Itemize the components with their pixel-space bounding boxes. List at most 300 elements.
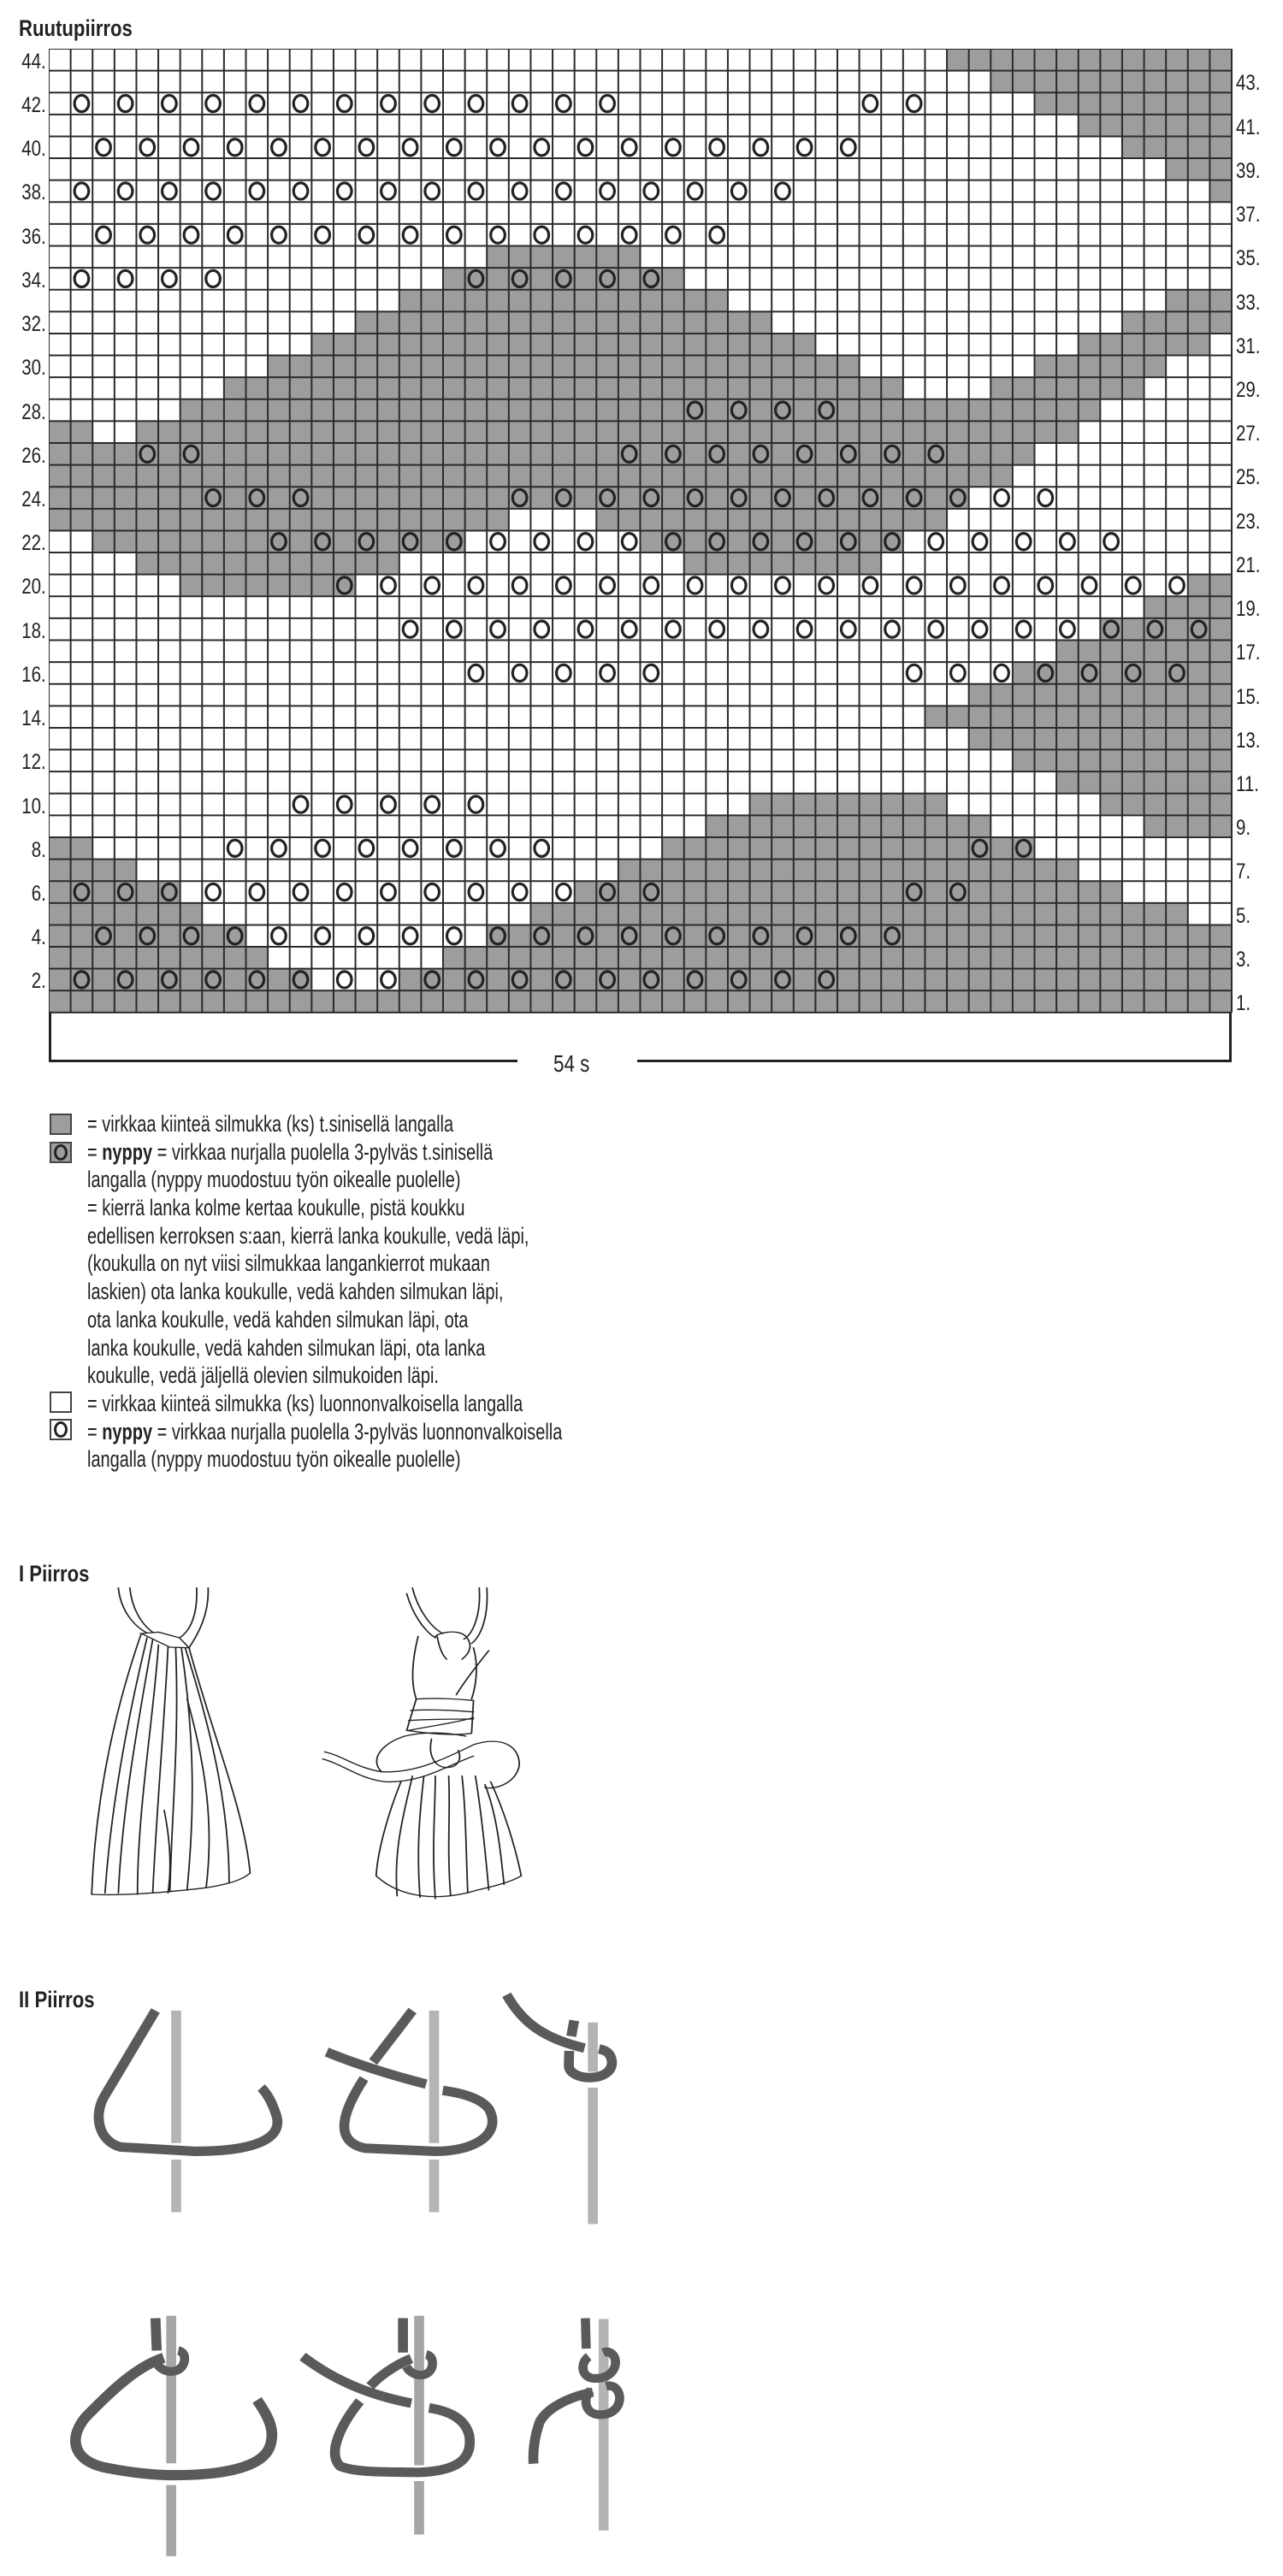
white-stitch-cell [1100, 837, 1122, 860]
white-stitch-cell [1079, 552, 1101, 575]
white-bobble-mark [535, 139, 549, 156]
gray-stitch-cell [728, 465, 750, 487]
gray-bobble-mark [74, 972, 89, 988]
gray-stitch-cell [947, 837, 969, 860]
white-stitch-cell [356, 290, 378, 312]
white-stitch-cell [224, 290, 246, 312]
white-bobble-mark [666, 227, 681, 243]
white-stitch-cell [115, 662, 137, 684]
white-stitch-cell [377, 750, 399, 772]
gray-stitch-cell [1056, 860, 1079, 882]
gray-bobble-mark [600, 883, 615, 900]
white-stitch-cell [180, 115, 203, 137]
gray-stitch-cell [837, 356, 860, 378]
white-stitch-cell [925, 224, 947, 246]
gray-stitch-cell [969, 990, 991, 1013]
white-stitch-cell [881, 49, 903, 71]
gray-stitch-cell [246, 465, 269, 487]
gray-stitch-cell [377, 443, 399, 465]
gray-stitch-cell [202, 990, 224, 1013]
gray-stitch-cell [1079, 903, 1101, 925]
white-stitch-cell [860, 728, 882, 750]
white-stitch-cell [246, 771, 269, 794]
white-stitch-cell [509, 224, 531, 246]
white-stitch-cell [465, 596, 488, 618]
gray-stitch-cell [1035, 947, 1057, 969]
white-stitch-cell [399, 815, 422, 837]
white-stitch-cell [92, 618, 115, 641]
white-stitch-cell [465, 136, 488, 158]
gray-stitch-cell [1166, 311, 1188, 334]
gray-stitch-cell [1035, 71, 1057, 93]
white-stitch-cell [1122, 860, 1144, 882]
white-stitch-cell [311, 115, 334, 137]
white-bobble-mark [557, 883, 571, 900]
white-stitch-cell [530, 750, 553, 772]
white-stitch-cell [1035, 136, 1057, 158]
gray-stitch-cell [618, 487, 641, 509]
gray-stitch-cell [794, 815, 816, 837]
white-bobble-mark [425, 796, 440, 812]
white-stitch-cell [925, 180, 947, 203]
white-bobble-mark [97, 227, 111, 243]
white-stitch-cell [49, 356, 71, 378]
white-stitch-cell [158, 706, 180, 728]
gray-stitch-cell [1144, 356, 1167, 378]
gray-stitch-cell [1035, 969, 1057, 991]
gray-stitch-cell [772, 881, 794, 903]
white-stitch-cell [925, 552, 947, 575]
white-stitch-cell [925, 771, 947, 794]
figure1-title: I Piirros [19, 1561, 90, 1586]
figure2-title: II Piirros [19, 1987, 95, 2012]
gray-bobble-mark [228, 928, 242, 944]
gray-stitch-cell [311, 990, 334, 1013]
white-stitch-cell [1188, 881, 1210, 903]
gray-stitch-cell [115, 530, 137, 552]
gray-stitch-cell [706, 947, 728, 969]
white-bobble-mark [776, 183, 790, 199]
white-bobble-mark [622, 227, 636, 243]
white-stitch-cell [706, 728, 728, 750]
white-stitch-cell [969, 750, 991, 772]
white-stitch-cell [334, 115, 356, 137]
white-bobble-mark [622, 621, 636, 637]
white-stitch-cell [530, 202, 553, 224]
row-label: 25. [1236, 465, 1261, 490]
gray-stitch-cell [1166, 969, 1188, 991]
white-stitch-cell [969, 575, 991, 597]
gray-stitch-cell [881, 421, 903, 443]
gray-stitch-cell [618, 334, 641, 356]
white-stitch-cell [290, 837, 312, 860]
white-stitch-cell [947, 750, 969, 772]
gray-stitch-cell [92, 969, 115, 991]
gray-stitch-cell [1166, 728, 1188, 750]
white-stitch-cell [268, 202, 290, 224]
gray-square-icon [50, 1114, 72, 1135]
gray-stitch-cell [1056, 421, 1079, 443]
white-stitch-cell [377, 728, 399, 750]
white-stitch-cell [990, 268, 1013, 290]
gray-stitch-cell [641, 903, 663, 925]
white-stitch-cell [1122, 180, 1144, 203]
gray-stitch-cell [377, 311, 399, 334]
stitch-chart-grid [49, 49, 1233, 1013]
gray-stitch-cell [1035, 421, 1057, 443]
gray-stitch-cell [706, 290, 728, 312]
white-stitch-cell [180, 311, 203, 334]
white-bobble-mark [381, 95, 396, 111]
white-stitch-cell [509, 596, 531, 618]
white-stitch-cell [1209, 530, 1232, 552]
white-stitch-cell [202, 815, 224, 837]
white-stitch-cell [881, 180, 903, 203]
gray-stitch-cell [1209, 575, 1232, 597]
white-stitch-cell [990, 815, 1013, 837]
white-stitch-cell [487, 575, 509, 597]
gray-stitch-cell [1100, 794, 1122, 816]
white-stitch-cell [728, 706, 750, 728]
white-stitch-cell [1188, 465, 1210, 487]
white-stitch-cell [136, 728, 158, 750]
white-stitch-cell [202, 860, 224, 882]
white-bobble-mark [491, 139, 506, 156]
white-stitch-cell [618, 684, 641, 706]
gray-stitch-cell [136, 509, 158, 531]
white-stitch-cell [706, 202, 728, 224]
white-stitch-cell [641, 794, 663, 816]
white-stitch-cell [1035, 509, 1057, 531]
white-stitch-cell [1079, 860, 1101, 882]
gray-stitch-cell [421, 399, 443, 422]
white-bobble-mark [293, 883, 308, 900]
white-bobble-mark [907, 665, 921, 681]
white-stitch-cell [311, 596, 334, 618]
gray-stitch-cell [772, 860, 794, 882]
white-stitch-cell [860, 49, 882, 71]
white-stitch-cell [224, 794, 246, 816]
gray-stitch-cell [684, 334, 707, 356]
white-stitch-cell [49, 641, 71, 663]
gray-stitch-cell [706, 815, 728, 837]
gray-bobble-mark [184, 928, 198, 944]
gray-stitch-cell [553, 990, 575, 1013]
gray-stitch-cell [268, 399, 290, 422]
white-stitch-cell [596, 202, 618, 224]
gray-bobble-mark [600, 270, 615, 287]
gray-stitch-cell [136, 530, 158, 552]
gray-stitch-cell [334, 377, 356, 399]
white-stitch-cell [246, 684, 269, 706]
gray-stitch-cell [596, 246, 618, 269]
gray-stitch-cell [1056, 969, 1079, 991]
white-stitch-cell [1035, 180, 1057, 203]
gray-stitch-cell [311, 377, 334, 399]
white-stitch-cell [1209, 881, 1232, 903]
white-stitch-cell [641, 71, 663, 93]
white-stitch-cell [136, 750, 158, 772]
gray-stitch-cell [794, 837, 816, 860]
white-stitch-cell [202, 641, 224, 663]
white-stitch-cell [662, 706, 684, 728]
gray-stitch-cell [224, 509, 246, 531]
gray-stitch-cell [465, 947, 488, 969]
gray-stitch-cell [1166, 947, 1188, 969]
white-stitch-cell [815, 158, 837, 180]
gray-stitch-cell [1013, 377, 1035, 399]
gray-stitch-cell [553, 443, 575, 465]
white-stitch-cell [443, 575, 465, 597]
white-stitch-cell [92, 290, 115, 312]
white-stitch-cell [1079, 794, 1101, 816]
white-stitch-cell [618, 771, 641, 794]
gray-stitch-cell [750, 837, 772, 860]
gray-stitch-cell [1188, 158, 1210, 180]
gray-stitch-cell [1079, 92, 1101, 115]
white-stitch-cell [1188, 356, 1210, 378]
gray-stitch-cell [1209, 925, 1232, 947]
white-stitch-cell [399, 202, 422, 224]
gray-stitch-cell [530, 268, 553, 290]
gray-stitch-cell [1100, 334, 1122, 356]
gray-bobble-mark [206, 972, 221, 988]
white-stitch-cell [990, 180, 1013, 203]
white-stitch-cell [1100, 860, 1122, 882]
white-stitch-cell [421, 202, 443, 224]
white-stitch-cell [1100, 509, 1122, 531]
white-stitch-cell [356, 750, 378, 772]
gray-stitch-cell [1056, 706, 1079, 728]
white-bobble-icon [50, 1419, 72, 1440]
white-stitch-cell [465, 618, 488, 641]
gray-stitch-cell [925, 881, 947, 903]
gray-stitch-cell [618, 509, 641, 531]
white-bobble-mark [1061, 621, 1075, 637]
white-stitch-cell [1122, 224, 1144, 246]
gray-stitch-cell [575, 903, 597, 925]
white-stitch-cell [136, 377, 158, 399]
gray-stitch-cell [92, 903, 115, 925]
white-stitch-cell [860, 246, 882, 269]
white-stitch-cell [202, 356, 224, 378]
white-stitch-cell [925, 750, 947, 772]
white-stitch-cell [728, 794, 750, 816]
gray-stitch-cell [202, 509, 224, 531]
white-bobble-mark [1038, 489, 1053, 505]
white-stitch-cell [881, 356, 903, 378]
gray-stitch-cell [180, 465, 203, 487]
white-stitch-cell [706, 750, 728, 772]
white-stitch-cell [990, 771, 1013, 794]
gray-stitch-cell [641, 377, 663, 399]
gray-stitch-cell [925, 421, 947, 443]
white-bobble-mark [403, 621, 417, 637]
gray-stitch-cell [1166, 684, 1188, 706]
white-stitch-cell [881, 728, 903, 750]
white-stitch-cell [772, 290, 794, 312]
gray-stitch-cell [575, 356, 597, 378]
white-stitch-cell [465, 815, 488, 837]
gray-stitch-cell [706, 881, 728, 903]
gray-stitch-cell [377, 509, 399, 531]
gray-stitch-cell [399, 487, 422, 509]
white-stitch-cell [641, 246, 663, 269]
white-stitch-cell [903, 750, 925, 772]
white-stitch-cell [1079, 136, 1101, 158]
white-bobble-mark [184, 139, 198, 156]
white-stitch-cell [530, 815, 553, 837]
white-stitch-cell [465, 71, 488, 93]
white-stitch-cell [706, 71, 728, 93]
gray-stitch-cell [641, 356, 663, 378]
gray-stitch-cell [1013, 860, 1035, 882]
gray-bobble-mark [622, 446, 636, 462]
gray-stitch-cell [947, 421, 969, 443]
white-stitch-cell [750, 684, 772, 706]
white-stitch-cell [1209, 202, 1232, 224]
gray-bobble-mark [710, 534, 724, 550]
gray-stitch-cell [224, 990, 246, 1013]
gray-stitch-cell [487, 246, 509, 269]
white-stitch-cell [224, 596, 246, 618]
white-stitch-cell [465, 925, 488, 947]
white-stitch-cell [290, 158, 312, 180]
white-bobble-mark [622, 139, 636, 156]
gray-stitch-cell [662, 947, 684, 969]
gray-stitch-cell [903, 421, 925, 443]
white-stitch-cell [1013, 487, 1035, 509]
white-stitch-cell [180, 706, 203, 728]
white-stitch-cell [1209, 837, 1232, 860]
white-stitch-cell [311, 202, 334, 224]
gray-stitch-cell [990, 969, 1013, 991]
gray-stitch-cell [596, 947, 618, 969]
white-stitch-cell [1079, 443, 1101, 465]
gray-stitch-cell [1209, 290, 1232, 312]
white-stitch-cell [1056, 794, 1079, 816]
gray-stitch-cell [881, 837, 903, 860]
white-stitch-cell [268, 728, 290, 750]
white-bobble-mark [512, 883, 527, 900]
white-stitch-cell [421, 903, 443, 925]
white-stitch-cell [1056, 487, 1079, 509]
white-bobble-mark [337, 972, 352, 988]
white-stitch-cell [618, 662, 641, 684]
white-stitch-cell [860, 311, 882, 334]
gray-stitch-cell [224, 530, 246, 552]
white-stitch-cell [706, 92, 728, 115]
white-stitch-cell [772, 728, 794, 750]
gray-stitch-cell [794, 947, 816, 969]
gray-stitch-cell [553, 377, 575, 399]
gray-stitch-cell [1209, 158, 1232, 180]
white-stitch-cell [641, 596, 663, 618]
white-stitch-cell [158, 771, 180, 794]
white-stitch-cell [224, 334, 246, 356]
gray-stitch-cell [596, 421, 618, 443]
white-stitch-cell [290, 947, 312, 969]
gray-stitch-cell [1100, 377, 1122, 399]
white-stitch-cell [487, 202, 509, 224]
gray-stitch-cell [684, 947, 707, 969]
gray-stitch-cell [377, 990, 399, 1013]
white-stitch-cell [706, 662, 728, 684]
gray-stitch-cell [71, 860, 93, 882]
white-stitch-cell [815, 290, 837, 312]
gray-stitch-cell [925, 815, 947, 837]
white-stitch-cell [290, 706, 312, 728]
white-stitch-cell [881, 115, 903, 137]
white-stitch-cell [202, 202, 224, 224]
white-stitch-cell [903, 684, 925, 706]
gray-stitch-cell [815, 421, 837, 443]
white-stitch-cell [662, 575, 684, 597]
gray-bobble-mark [797, 446, 812, 462]
white-stitch-cell [311, 49, 334, 71]
gray-stitch-cell [860, 969, 882, 991]
white-stitch-cell [290, 815, 312, 837]
white-stitch-cell [509, 837, 531, 860]
gray-stitch-cell [1079, 969, 1101, 991]
white-bobble-mark [272, 840, 287, 856]
white-stitch-cell [92, 771, 115, 794]
white-stitch-cell [794, 115, 816, 137]
gray-stitch-cell [421, 356, 443, 378]
white-stitch-cell [969, 641, 991, 663]
white-stitch-cell [969, 662, 991, 684]
gray-bobble-mark [163, 972, 177, 988]
white-stitch-cell [509, 618, 531, 641]
white-bobble-mark [469, 577, 483, 594]
gray-stitch-cell [1144, 136, 1167, 158]
white-stitch-cell [794, 92, 816, 115]
white-stitch-cell [49, 706, 71, 728]
gray-stitch-cell [706, 860, 728, 882]
white-stitch-cell [947, 356, 969, 378]
white-stitch-cell [815, 115, 837, 137]
gray-bobble-mark [666, 446, 681, 462]
white-stitch-cell [1209, 465, 1232, 487]
white-bobble-mark [578, 621, 593, 637]
gray-stitch-cell [990, 706, 1013, 728]
white-stitch-cell [71, 596, 93, 618]
white-stitch-cell [815, 224, 837, 246]
white-bobble-mark [644, 665, 659, 681]
gray-stitch-cell [750, 969, 772, 991]
white-stitch-cell [246, 706, 269, 728]
white-stitch-cell [399, 903, 422, 925]
gray-stitch-cell [772, 377, 794, 399]
gray-stitch-cell [990, 465, 1013, 487]
white-stitch-cell [1035, 837, 1057, 860]
white-stitch-cell [575, 49, 597, 71]
white-stitch-cell [509, 641, 531, 663]
white-stitch-cell [903, 115, 925, 137]
white-stitch-cell [575, 794, 597, 816]
white-stitch-cell [925, 662, 947, 684]
white-stitch-cell [1013, 465, 1035, 487]
white-stitch-cell [202, 290, 224, 312]
gray-stitch-cell [837, 509, 860, 531]
white-stitch-cell [92, 49, 115, 71]
gray-stitch-cell [641, 311, 663, 334]
white-stitch-cell [969, 377, 991, 399]
white-stitch-cell [136, 246, 158, 269]
gray-stitch-cell [903, 903, 925, 925]
row-label: 16. [21, 662, 46, 687]
white-stitch-cell [71, 684, 93, 706]
